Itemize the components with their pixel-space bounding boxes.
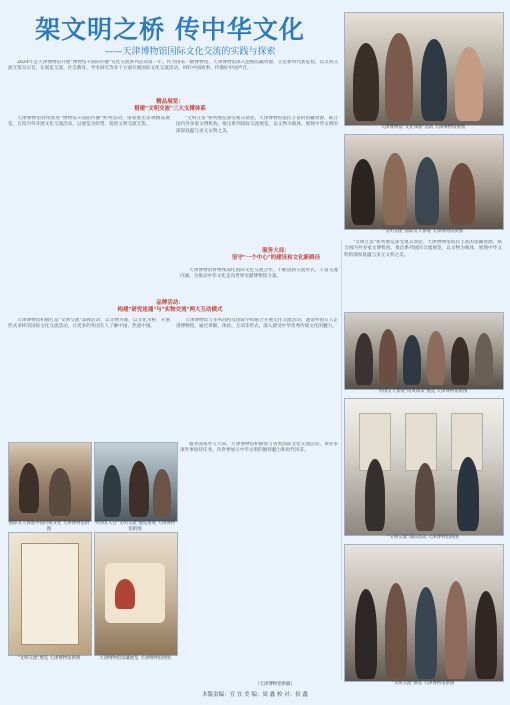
section-2-right-text: [176, 318, 338, 438]
photo-visitors: [344, 544, 504, 682]
right-upper-text: [344, 240, 502, 306]
photo-caption-3: 外国友人参观"清风徐来"展览 天津博物馆供图: [378, 389, 468, 394]
section-2-left-text: [8, 318, 170, 438]
photo-caption-4: "文明交流"国际活动 天津博物馆供图: [387, 535, 459, 540]
photo-calligraphy: [8, 532, 92, 656]
photo-caption-9: 天津博物馆馆藏展览 天津博物馆供图: [99, 656, 171, 661]
signature: （天津博物馆供稿）: [255, 682, 295, 687]
section-1b-paragraph: "文明互鉴"系列展览深受观众欢迎。天津博物馆依托丰富的馆藏资源，联合国内外多家文博机构，推出系列国际交流展览，以文物为载体，展现中华文明的深厚底蕴与多元文明之美。: [176, 116, 338, 134]
section-2-paragraph: 天津博物馆积极打造"文明交流"品牌活动，以文物为媒，以文化为桥，开展形式多样的国际文化交流活动，让更多的外国友人了解中国、热爱中国。: [8, 318, 170, 330]
section-title-3: 服务大局： 坚守"一个中心"的建设和文化新路径: [231, 248, 321, 261]
section-3-mid-text: [180, 442, 338, 682]
photo-handicraft: [94, 532, 178, 656]
section-title-1: 精品展览： 搭建"文明交流"三大支撑体系: [134, 99, 206, 112]
column-divider: [341, 240, 342, 680]
photo-caption-6: 外国友人在"文明交流"展览参观 天津博物馆供图: [94, 521, 176, 532]
photo-caption-5: 国际友人体验中国传统文化 天津博物馆供图: [8, 521, 90, 532]
photo-caption-7: "文明交流"展览 天津博物馆供图: [391, 681, 455, 686]
photo-caption-2: "文明交流"国际友人参观 天津博物馆供图: [382, 229, 464, 234]
photo-caption-1: 天津博物馆"文化体验"活动 天津博物馆供图: [380, 125, 466, 130]
photo-dining-event: [8, 442, 92, 522]
section-3-paragraph: 服务国家外交大局，天津博物馆积极参与各类国际文化交流活动，承办多项外事接待任务，向世界展示中华文明的独特魅力和时代风采。: [180, 442, 338, 454]
section-1-paragraph: 天津博物馆持续推进"博物馆+国际传播"系列活动，策划推出多项精品展览，在馆内外开展文化交流活动，以展览为纽带，促进文明交流互鉴。: [8, 116, 170, 128]
headline: 架文明之桥 传中华文化: [35, 15, 305, 44]
section-1-left-text: [8, 116, 170, 296]
photo-workshop: [344, 134, 504, 230]
photo-group: [344, 312, 504, 390]
photo-caption-8: "文明交流"展览 天津博物馆供图: [17, 656, 81, 661]
right-lower-text: [180, 268, 338, 308]
photo-cultural-experience: [344, 12, 504, 126]
photo-gallery-tour: [344, 398, 504, 536]
section-2b-paragraph: 天津博物馆与多所高校及国际学校联合开展文化交流活动，邀请外国友人走进博物馆，通过讲解、体验、互动等形式，深入感受中华优秀传统文化的魅力。: [176, 318, 338, 330]
footer-credits: 本版责编：宣 宜 美 编：周 鑫 校 对：侯 鑫: [202, 692, 308, 698]
right-upper-paragraph: "文明互鉴"系列展览深受观众欢迎。天津博物馆依托丰富的馆藏资源，联合国内外多家文博机构，推出系列国际交流展览，以文物为载体，展现中华文明的深厚底蕴与多元文明之美。: [344, 240, 502, 258]
subheadline: ——天津博物馆国际文化交流的实践与探索: [104, 47, 276, 57]
section-title-2: 品牌活动： 构建"研究连通"与"实物交流"两大互动模式: [117, 300, 223, 313]
right-lower-paragraph: 天津博物馆将继续深化国际文化交流合作，不断创新交流形式，丰富交流内涵，为推动中华文化走向世界贡献博物馆力量。: [180, 268, 338, 280]
intro-paragraph: 2024年是天津博物馆开展"博物馆+国际传播"文化交流系列活动第一年。作为国家一级博物馆，天津博物馆深入挖掘馆藏资源，立足新时代新征程，以文明交流互鉴为宗旨，在展览交流、社会教育、学术研究等多个方面开展国际文化交流活动，讲好中国故事，传播好中国声音。: [8, 60, 338, 72]
intro-text: [8, 60, 338, 94]
photo-exhibit-visit: [94, 442, 178, 522]
